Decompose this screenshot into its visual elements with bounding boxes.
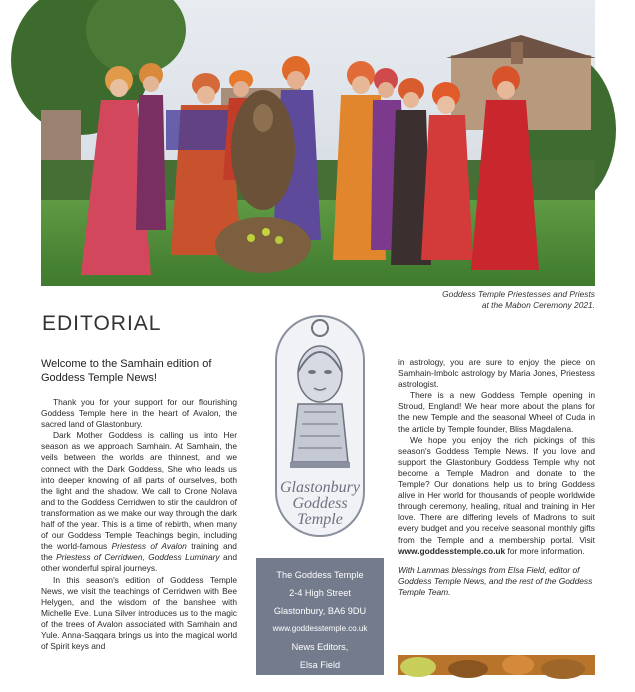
address-street: 2-4 High Street [289,588,351,598]
editorial-middle-column [256,312,384,688]
bottom-photo-strip [398,655,595,675]
emphasis-priestess-of-avalon: Priestess of Avalon [111,541,187,552]
editorial-right-column [398,357,595,657]
address-web-link[interactable]: www.goddesstemple.co.uk [272,624,368,633]
group-photo [41,0,595,286]
seal-line-2: Goddess [292,495,348,512]
editorial-left-column [41,357,237,675]
temple-website-link[interactable]: www.goddesstemple.co.uk [398,545,506,556]
editorial-sign-off: With Lammas blessings from Elsa Field, editor of Goddess Temple News, and the rest of the Goddess Temple Team. [398,564,593,597]
address-name: The Goddess Temple [276,570,364,580]
left-paragraph-1: Thank you for your support for our flourishing Goddess Temple here in the heart of Avalon, the sacred land of Glastonbury. [41,397,237,430]
right-paragraph-1: There is a new Goddess Temple opening in Stroud, England! We hear more about the plans for the new Temple and the seasonal Wheel of Cuda in the article by Temple founder, Bliss Magdalena. [398,390,595,434]
seal-line-3: Temple [297,511,343,528]
address-town: Glastonbury, BA6 9DU [273,606,367,616]
right-paragraph-2: We hope you enjoy the rich pickings of this season's Goddess Temple News. If you love and support the Glastonbury Goddess Temple why not become a Temple Madron and donate to the Temple? Our donations help us to bring Goddess alive in Her world for thousands of people worldwide through ceremony, healing, ritual and training in Her love. There are differing levels of Madrons to suit every budget and you receive seasonal monthly gifts from the Temple and a membership portal. Visit www.goddesstemple.co.uk for more information. [398,434,595,556]
right-paragraph-0: in astrology, you are sure to enjoy the piece on Samhain-Imbolc astrology by Maria Jones, Priestess astrologist. [398,357,595,390]
address-box [256,558,384,688]
caption-line-2: at the Mabon Ceremony 2021. [481,300,595,310]
emphasis-priestess-of-cerridwen: Priestess of Cerridwen, Goddess Luminary [56,552,220,563]
seal-line-1: Glastonbury [280,479,360,496]
autumn-photo [398,655,595,675]
editorial-title: EDITORIAL [42,312,162,335]
left-paragraph-3: In this season's edition of Goddess Temple News, we visit the teachings of Cerridwen with Bee Helygen, and the wisdom of the banshee with Michelle Eve. Luna Silver introduces us to the magic of the trees of Avalon associated with Samhain and Yule. Anna-Saqqara brings us into the magical world of Spirit keys and [41,574,237,652]
photo-illustration [41,0,595,286]
left-paragraph-2: Dark Mother Goddess is calling us into Her season as we approach Samhain. At Samhain, the veils between the worlds are thinnest, and we connect with the Dark Goddess, She who leads us into deeper knowing of all parts of ourselves, both the light and the shadow. We call to Crone Nolava and to the Goddess Cerridwen to stir the cauldron of transformation as we make our way through the dark half of the year. This is a time of rebirth, when many of our Goddess Temple Teachings begin, including the world-famous Priestess of Avalon training and the Priestess of Cerridwen, Goddess Luminary and other wonderful spiral journeys. [41,430,238,574]
editor-1: Elsa Field [299,660,341,670]
seal-text [256,480,384,528]
photo-caption [335,289,595,311]
editors-label: News Editors, [291,642,349,652]
editor-2: LStorie F... [298,678,342,688]
editorial-lead: Welcome to the Samhain edition of Goddess Temple News! [41,358,212,384]
caption-line-1: Goddess Temple Priestesses and Priests [442,289,595,299]
